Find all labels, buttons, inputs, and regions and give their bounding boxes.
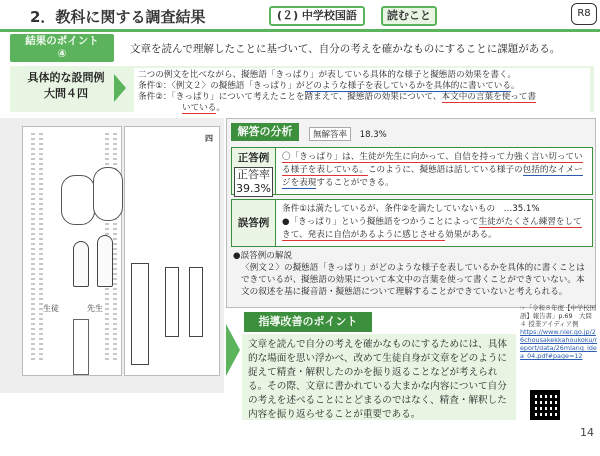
result-point-row (0, 34, 600, 62)
question-example-row (10, 66, 594, 112)
reference-link[interactable]: https://www.nier.go.jp/26chousakekkahoukoku/report/data/26mlang_idea_04.pdf#page=12 (520, 328, 598, 360)
no-answer-rate (309, 127, 387, 141)
question-example-text (134, 68, 590, 116)
wrong-text-1: 条件①は満たしているが、条件②を満たしていないもの …35.1% (282, 204, 540, 214)
analysis-title: 解答の分析 (231, 123, 299, 141)
correct-text-2: る様子を表している。 (282, 165, 368, 175)
wrong-text-line3 (282, 229, 588, 242)
wrong-text-3: 生徒がたくさん練習をして (478, 217, 582, 227)
line3-cont: いている (182, 103, 217, 113)
question-number: 四 (205, 134, 213, 143)
correct-rate-label: 正答率 (237, 168, 270, 181)
speech-bubble-icon (61, 175, 95, 225)
result-point-label-line1: 結果のポイント (25, 35, 99, 47)
exam-page-left (22, 126, 122, 376)
wrong-text-5: 効果がある。 (445, 230, 497, 240)
correct-text-3: このように、擬態語は話している様子の (367, 165, 523, 175)
correct-text-1: 〇「きっぱり」は、生徒が先生に向かって、自信を持って力強く言い切ってい (282, 152, 583, 162)
year-badge: R8 (571, 3, 597, 25)
arrow-right-icon (226, 324, 240, 376)
question-example-label (14, 70, 118, 108)
explanation-title: ●誤答例の解説 (233, 251, 293, 261)
question-example-line1: 二つの例文を比べながら、擬態語「きっぱり」が表している具体的な様子と擬態語の効果を書く。 (138, 70, 516, 80)
answer-box (131, 263, 149, 365)
question-example-line3b (138, 103, 586, 114)
exam-page-right (124, 126, 220, 376)
question-example-line2 (138, 81, 586, 92)
arrow-right-icon (114, 74, 126, 102)
wrong-example-label: 誤答例 (232, 200, 276, 246)
area-badge: 読むこと (381, 6, 437, 26)
student-teacher-illustration (69, 227, 119, 287)
wrong-text-2: ●「きっぱり」という擬態語をつかうことによって (282, 217, 479, 227)
explanation-text: 〈例文２〉の擬態語「きっぱり」がどのような様子を表しているかを具体的に書くことはできているが、擬態語の効果について本文中の言葉を使って書くことができていない。本文の叙述を基に擬音語・擬態語について理解することができていないと考えられる。 (241, 263, 585, 297)
result-point-text: 文章を読んで理解したことに基づいて、自分の考えを確かなものにすることに課題がある。 (130, 43, 561, 55)
page-title: 2．教科に関する調査結果 (30, 8, 206, 26)
qr-code-icon[interactable] (530, 390, 560, 420)
correct-text-6: することができる。 (316, 178, 394, 188)
wrong-text-4: きて、発表に自信があるように感じさせる (282, 230, 446, 240)
page-number: 14 (580, 426, 594, 439)
speech-bubble-icon (93, 167, 123, 221)
correct-example-label: 正答例 (237, 152, 270, 164)
subject-badge: (２) 中学校国語 (269, 6, 365, 26)
line2-suffix: 。 (510, 81, 520, 91)
line2-prefix: 条件①：〈例文２〉の擬態語「きっぱり」が (138, 81, 305, 91)
reference-text: ☞「令和８年度【中学校国語】報告書」p.69 大問４ 授業アイディア例 (520, 304, 597, 328)
correct-example-text (282, 151, 588, 190)
correct-rate-box (234, 167, 273, 197)
speaker-label-b: 先生 (87, 304, 103, 313)
wrong-example-row (231, 199, 593, 247)
wrong-example-text (282, 203, 588, 242)
line3-prefix: 条件②：「きっぱり」について考えたことを踏まえて、擬態語の効果について、 (138, 92, 442, 102)
no-answer-value: 18.3% (359, 130, 387, 140)
header-underline (0, 29, 600, 32)
correct-example-row (231, 147, 593, 195)
wrong-answer-explanation (233, 250, 591, 298)
wrong-text-line2 (282, 216, 588, 229)
result-point-label (10, 34, 114, 62)
line3-suffix: 。 (216, 103, 225, 113)
speaker-label-a: 生徒 (43, 304, 59, 313)
example-box (73, 319, 89, 375)
teaching-improvement-panel (226, 312, 516, 422)
result-point-label-line2: ④ (57, 48, 67, 60)
correct-example-label-cell (232, 148, 276, 194)
example-box (189, 267, 203, 337)
improvement-body: 文章を読んで自分の考えを確かなものにするためには、具体的な場面を思い浮かべ、改めて生徒自身が文章をどのように捉えて精査・解釈したのかを振り返ることなどが考えられる。その際、文章に書かれている大まかな内容について自分の考えを述べることにとどまるのではなく、精査・解釈した内容を振り返らせることが重要である。 (242, 334, 516, 420)
improvement-title: 指導改善のポイント (244, 312, 372, 332)
line3-underlined: 本文中の言葉を使って書 (441, 92, 537, 102)
question-example-label-line2: 大問４四 (44, 87, 88, 100)
answer-analysis-panel (226, 118, 596, 308)
exam-page-images (0, 118, 224, 393)
question-example-label-line1: 具体的な設問例 (27, 71, 105, 84)
example-box (165, 267, 179, 337)
line2-underlined: どのような様子を表しているかを具体的に書いている (304, 81, 511, 91)
correct-text-5: ジを表現 (282, 178, 317, 188)
correct-rate-value: 39.3% (236, 182, 271, 195)
header-bar (0, 0, 600, 32)
question-example-line3 (138, 92, 586, 103)
no-answer-label: 無解答率 (309, 127, 351, 141)
correct-text-4: 包括的なイメー (522, 165, 583, 175)
